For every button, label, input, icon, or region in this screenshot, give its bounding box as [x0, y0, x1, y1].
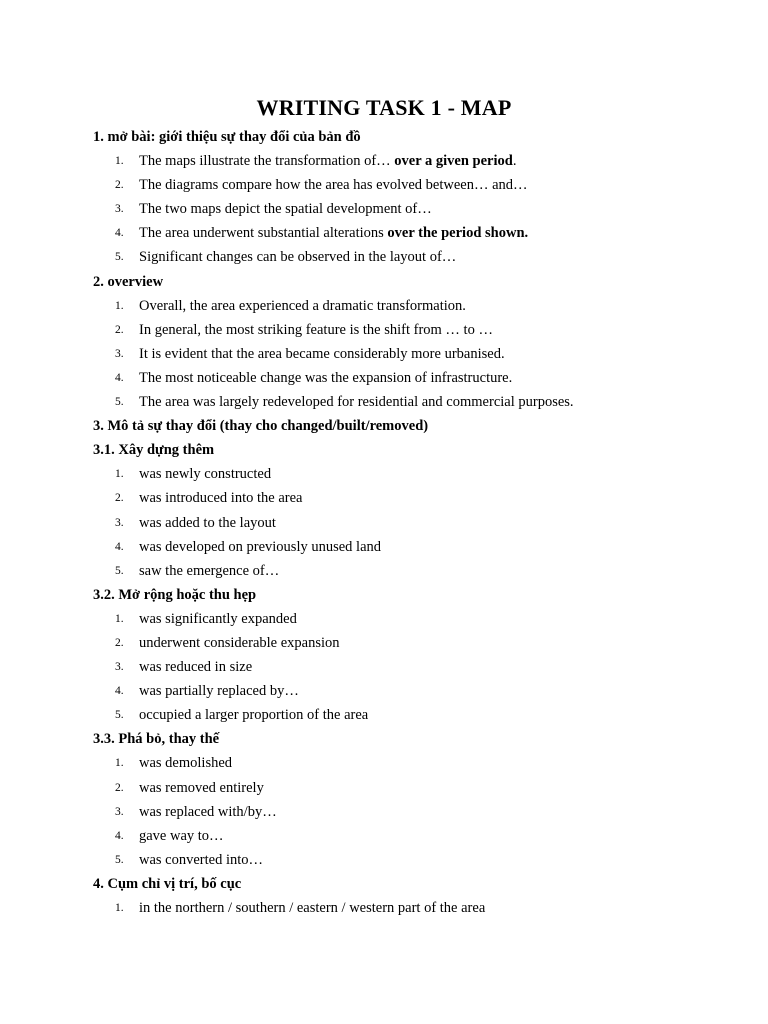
list-item: [93, 366, 733, 390]
list-item-plain-text: in the northern / southern / eastern / western part of the area: [139, 900, 486, 916]
list-item-text: [139, 535, 381, 559]
list-item-plain-text: The area was largely redeveloped for residential and commercial purposes.: [139, 394, 574, 411]
list-item: [93, 390, 733, 414]
list-item-plain-text: was introduced into the area: [139, 490, 303, 507]
list-item: [93, 824, 733, 848]
list-item-text: [139, 751, 232, 775]
list-item-number: 5.: [115, 709, 124, 722]
list-item-text: [139, 776, 264, 800]
list-item: [93, 631, 733, 655]
list-item: [93, 149, 733, 173]
list-item-text: [139, 559, 279, 583]
list-item-plain-text: Significant changes can be observed in the layout of…: [139, 249, 457, 266]
list-item-text: [139, 173, 528, 197]
list-item: [93, 318, 733, 342]
list-item-number: 5.: [115, 853, 124, 866]
list-item-plain-text: was newly constructed: [139, 466, 272, 483]
list-item-plain-text: The two maps depict the spatial development of…: [139, 201, 432, 218]
section-heading: 3.3. Phá bỏ, thay thế: [93, 731, 220, 748]
list-item-plain-text: was significantly expanded: [139, 610, 297, 627]
list-item-plain-text: was converted into…: [139, 851, 264, 868]
list-item-text: [139, 245, 456, 269]
list-item-plain-text: underwent considerable expansion: [139, 634, 340, 651]
list-item: [93, 511, 733, 535]
list-item-text: [139, 679, 299, 703]
list-item-number: 3.: [115, 203, 124, 216]
list-item-number: 1.: [115, 155, 124, 168]
list-item-plain-text: was added to the layout: [139, 514, 276, 531]
list-item-number: 1.: [115, 468, 124, 481]
list-item-plain-text: was partially replaced by…: [139, 683, 299, 700]
list-item-text: [139, 197, 432, 221]
list-item-plain-text: saw the emergence of…: [139, 562, 280, 579]
list-item-plain-text: The diagrams compare how the area has evolved between… and…: [139, 177, 528, 194]
list-item: [93, 173, 733, 197]
list-item-plain-text: was demolished: [139, 755, 233, 772]
list-item-text: [139, 607, 297, 631]
list-item-number: 2.: [115, 179, 124, 192]
page-title: WRITING TASK 1 - MAP: [256, 95, 512, 120]
list-item-plain-text: was removed entirely: [139, 779, 264, 796]
list-item-text: [139, 800, 277, 824]
list-item-text: [139, 824, 224, 848]
list-item-plain-text: The most noticeable change was the expansion of infrastructure.: [139, 369, 513, 386]
list-item: [93, 535, 733, 559]
list-item: [93, 896, 733, 920]
list-item-text: [139, 511, 276, 535]
list-item: [93, 342, 733, 366]
list-item: [93, 486, 733, 510]
list-item-number: 5.: [115, 564, 124, 577]
list-item: [93, 197, 733, 221]
list-item-text: [139, 848, 263, 872]
list-item-number: 1.: [115, 612, 124, 625]
list-item: [93, 655, 733, 679]
section-heading: 4. Cụm chỉ vị trí, bố cục: [93, 875, 242, 892]
list-item: [93, 848, 733, 872]
list-item-text: [139, 342, 505, 366]
section-heading: 2. overview: [93, 273, 164, 290]
list-item-plain-text: In general, the most striking feature is the shift from … to …: [139, 321, 493, 338]
list-item-trailing-text: .: [512, 153, 517, 170]
document-body: [93, 125, 733, 920]
list-item-number: 3.: [115, 661, 124, 674]
list-item-plain-text: was replaced with/by…: [139, 803, 277, 820]
list-item-bold-text: over the period shown.: [387, 225, 529, 242]
list-item-number: 3.: [115, 805, 124, 818]
list-item-number: 2.: [115, 781, 124, 794]
list-item-text: [139, 703, 368, 727]
list-item-number: 2.: [115, 323, 124, 336]
list-item: [93, 294, 733, 318]
list-item-number: 1.: [115, 757, 124, 770]
list-item: [93, 607, 733, 631]
list-item-plain-text: was developed on previously unused land: [139, 538, 382, 555]
list-item-number: 5.: [115, 396, 124, 409]
list-item-text: [139, 366, 512, 390]
list-item-number: 3.: [115, 516, 124, 529]
list-item-plain-text: It is evident that the area became considerably more urbanised.: [139, 345, 505, 362]
list-item-number: 4.: [115, 829, 124, 842]
list-item-number: 4.: [115, 227, 124, 240]
section-heading: 3.2. Mở rộng hoặc thu hẹp: [93, 586, 257, 603]
list-item: [93, 679, 733, 703]
list-item-text: [139, 631, 340, 655]
list-item-number: 1.: [115, 299, 124, 312]
list-item-text: [139, 149, 516, 173]
list-item: [93, 800, 733, 824]
list-item-text: [139, 221, 528, 245]
list-item-number: 3.: [115, 347, 124, 360]
list-item: [93, 776, 733, 800]
list-item-plain-text: The maps illustrate the transformation of…: [139, 153, 395, 170]
list-item-plain-text: The area underwent substantial alterations: [139, 225, 388, 242]
list-item-text: [139, 462, 271, 486]
list-item-text: [139, 294, 466, 318]
section-heading: 3. Mô tả sự thay đổi (thay cho changed/built/removed): [93, 418, 429, 435]
list-item: [93, 751, 733, 775]
list-item-bold-text: over a given period: [394, 153, 513, 170]
list-item: [93, 221, 733, 245]
list-item-number: 2.: [115, 636, 124, 649]
list-item-text: [139, 655, 252, 679]
list-item: [93, 462, 733, 486]
list-item: [93, 245, 733, 269]
list-item-plain-text: Overall, the area experienced a dramatic transformation.: [139, 297, 466, 314]
list-item: [93, 559, 733, 583]
list-item-number: 4.: [115, 371, 124, 384]
list-item-text: [139, 390, 574, 414]
list-item-text: [139, 486, 302, 510]
list-item-text: [139, 318, 493, 342]
list-item-plain-text: gave way to…: [139, 827, 224, 844]
list-item-number: 2.: [115, 492, 124, 505]
list-item: [93, 703, 733, 727]
list-item-text: [139, 896, 485, 920]
list-item-number: 1.: [115, 902, 124, 914]
section-heading: 3.1. Xây dựng thêm: [93, 442, 215, 459]
section-heading: 1. mở bài: giới thiệu sự thay đổi của bản đồ: [93, 129, 361, 145]
list-item-number: 5.: [115, 251, 124, 264]
list-item-plain-text: was reduced in size: [139, 659, 253, 676]
list-item-number: 4.: [115, 540, 124, 553]
list-item-number: 4.: [115, 685, 124, 698]
list-item-plain-text: occupied a larger proportion of the area: [139, 707, 369, 724]
